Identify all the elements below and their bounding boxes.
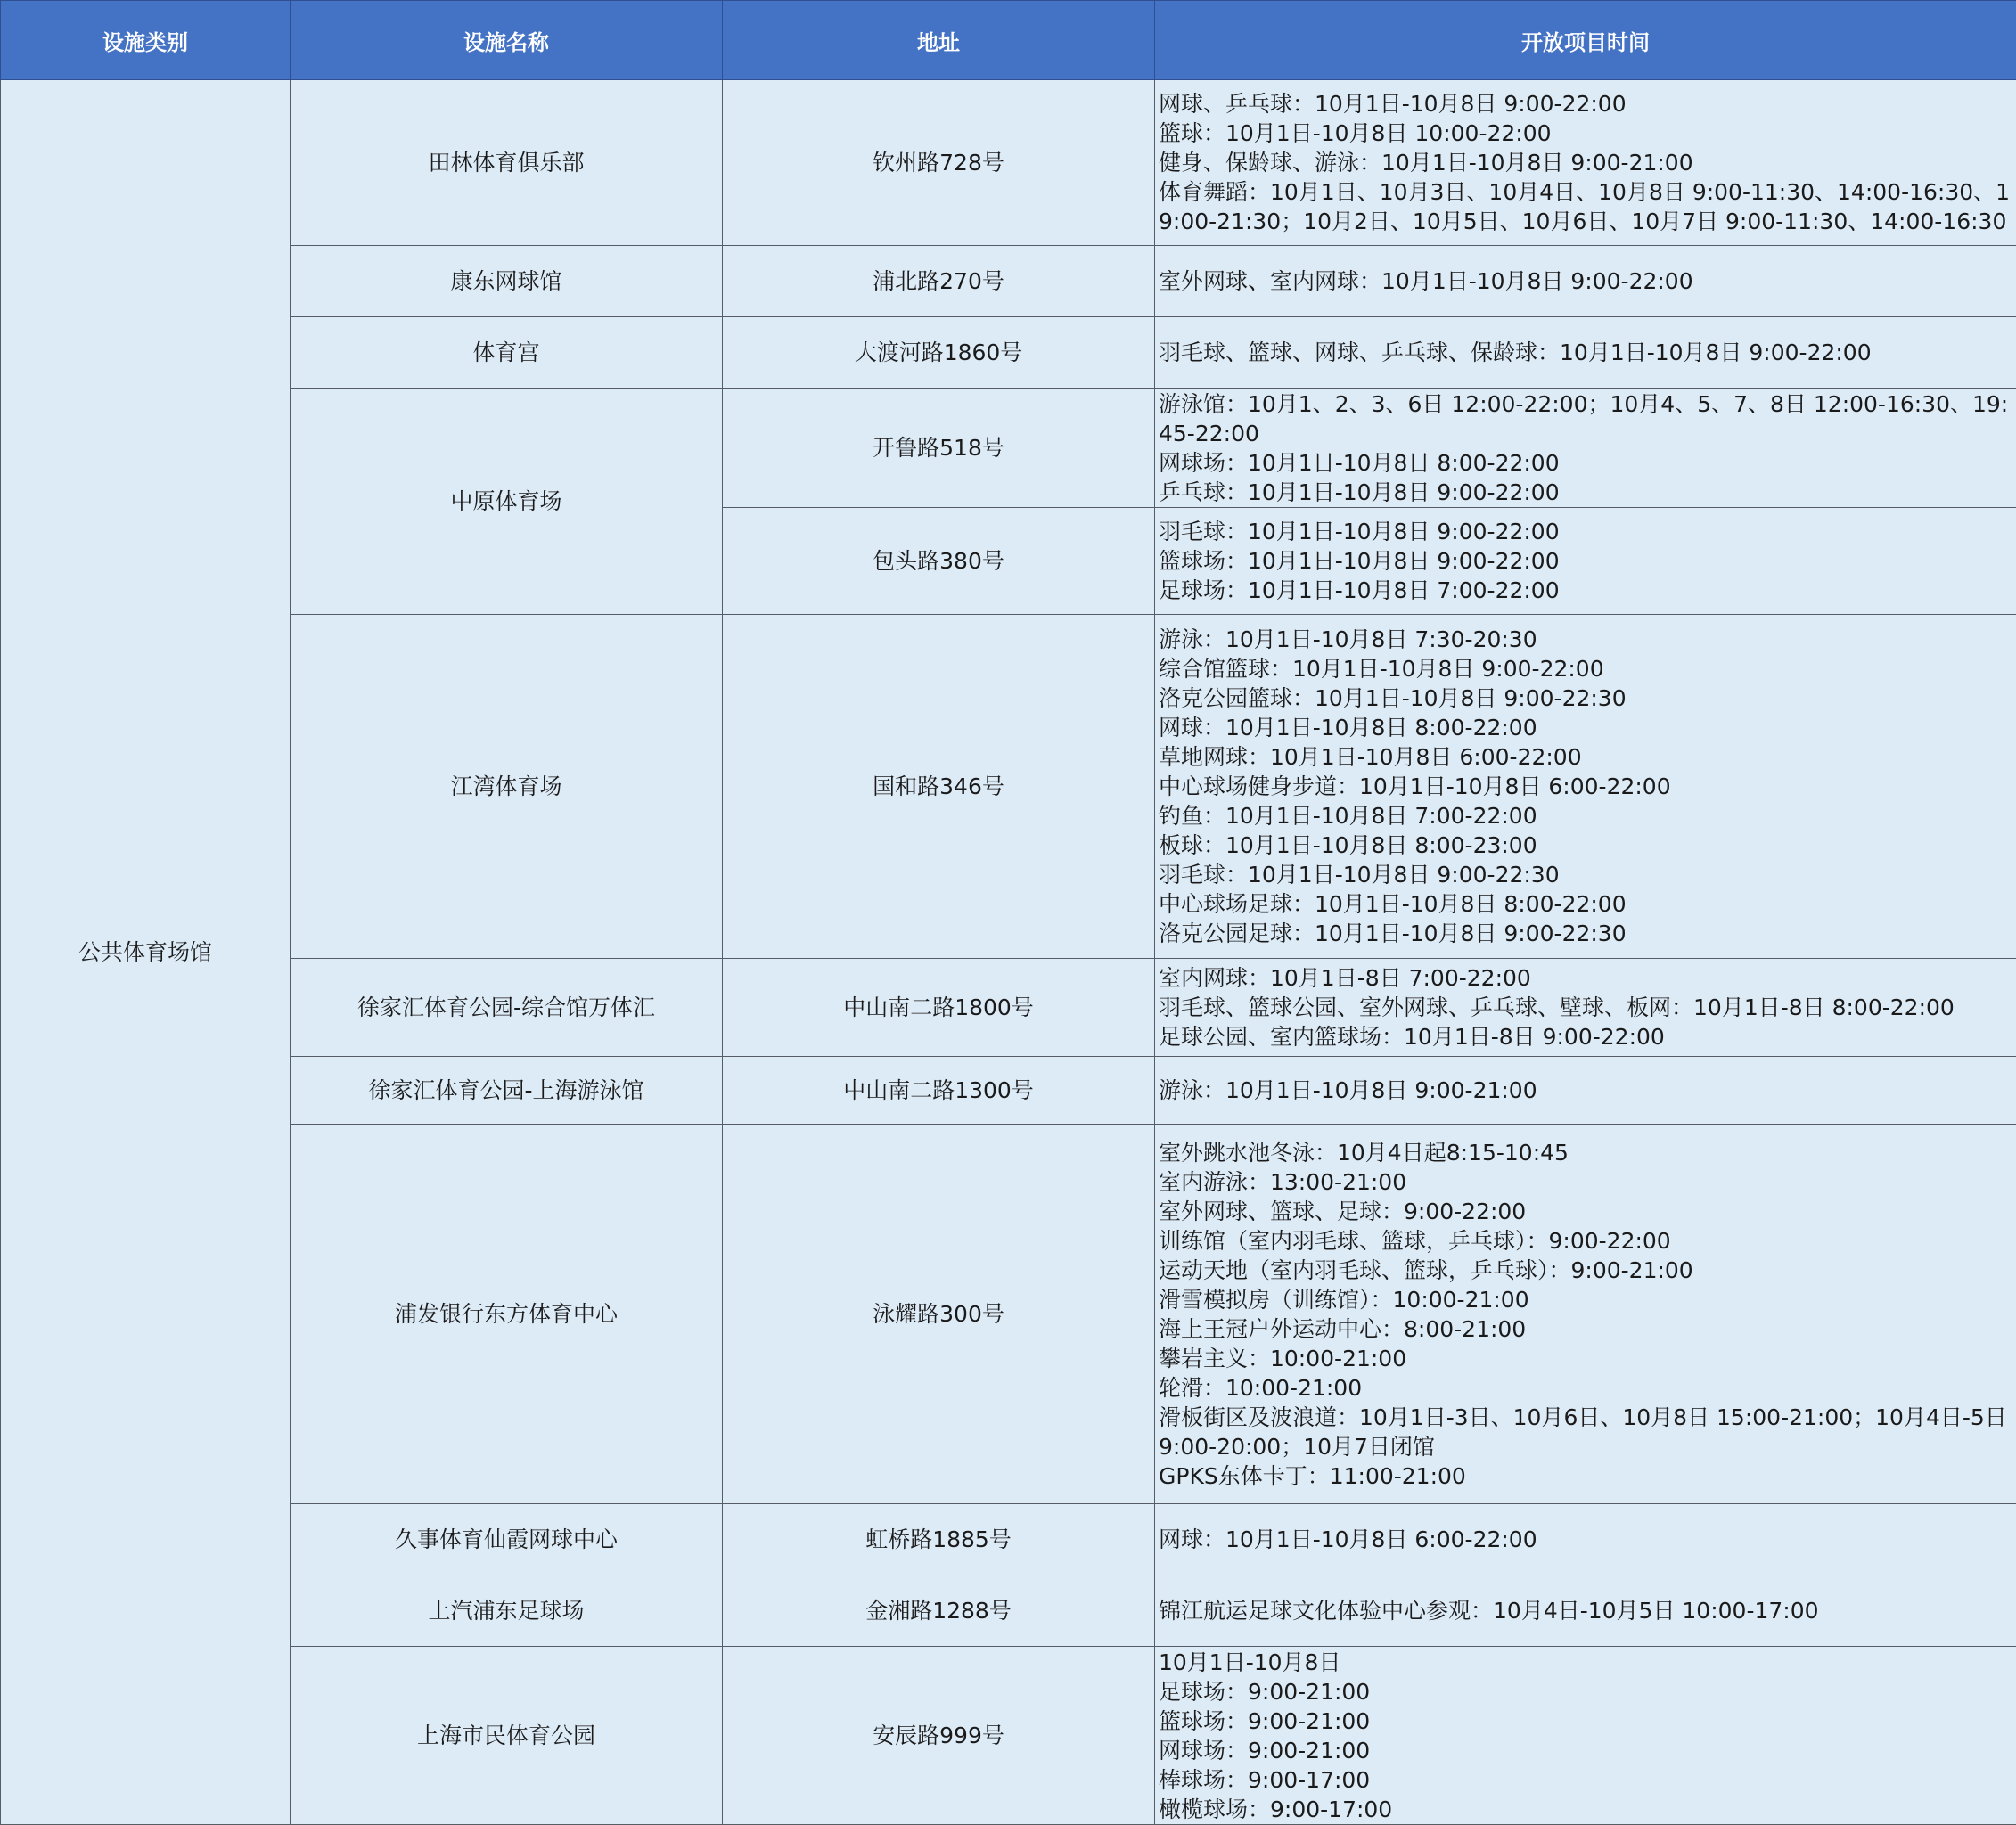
- venue-hours: [1155, 317, 2016, 389]
- hours-line: 羽毛球：10月1日-10月8日 9:00-22:00: [1159, 519, 1560, 544]
- hours-line: GPKS东体卡丁：11:00-21:00: [1159, 1462, 1466, 1489]
- hours-line: 室外网球、室内网球：10月1日-10月8日 9:00-22:00: [1159, 268, 1693, 294]
- venue-hours: [1155, 1575, 2016, 1647]
- hours-line: 滑雪模拟房（训练馆）：10:00-21:00: [1159, 1286, 1529, 1313]
- venue-address: 开鲁路518号: [723, 389, 1155, 508]
- header-category: 设施类别: [1, 1, 291, 80]
- hours-line: 足球公园、室内篮球场：10月1日-8日 9:00-22:00: [1159, 1024, 1665, 1050]
- header-row: [1, 1, 2016, 80]
- hours-line: 篮球场：9:00-21:00: [1159, 1707, 1371, 1734]
- hours-line: 棒球场：9:00-17:00: [1159, 1766, 1371, 1793]
- venue-name: 康东网球馆: [291, 246, 723, 317]
- hours-line: 轮滑：10:00-21:00: [1159, 1374, 1363, 1401]
- hours-line: 攀岩主义：10:00-21:00: [1159, 1345, 1407, 1371]
- category-cell: 公共体育场馆: [1, 80, 291, 1825]
- venue-hours: [1155, 615, 2016, 959]
- hours-line: 游泳馆：10月1、2、3、6日 12:00-22:00；10月4、5、7、8日 12:00-16:30、19:45-22:00: [1159, 390, 2009, 446]
- hours-line: 运动天地（室内羽毛球、篮球，乒乓球）：9:00-21:00: [1159, 1256, 1693, 1283]
- venue-address: 钦州路728号: [723, 80, 1155, 246]
- hours-line: 板球：10月1日-10月8日 8:00-23:00: [1159, 832, 1537, 858]
- table-row: [1, 80, 2016, 246]
- table-row: [1, 615, 2016, 959]
- hours-line: 篮球：10月1日-10月8日 10:00-22:00: [1159, 120, 1552, 146]
- hours-line: 网球场：9:00-21:00: [1159, 1737, 1371, 1764]
- table-row: [1, 1057, 2016, 1125]
- venue-hours: [1155, 1057, 2016, 1125]
- venue-hours: [1155, 80, 2016, 246]
- venue-address: 大渡河路1860号: [723, 317, 1155, 389]
- hours-line: 10月1日-10月8日: [1159, 1649, 1341, 1675]
- hours-line: 羽毛球：10月1日-10月8日 9:00-22:30: [1159, 862, 1560, 888]
- hours-line: 训练馆（室内羽毛球、篮球，乒乓球）：9:00-22:00: [1159, 1227, 1671, 1254]
- hours-line: 洛克公园足球：10月1日-10月8日 9:00-22:30: [1159, 921, 1627, 946]
- venue-name: 浦发银行东方体育中心: [291, 1125, 723, 1504]
- hours-line: 滑板街区及波浪道：10月1日-3日、10月6日、10月8日 15:00-21:00；10月4日-5日 9:00-20:00；10月7日闭馆: [1159, 1404, 2007, 1460]
- venue-address: 中山南二路1800号: [723, 959, 1155, 1057]
- hours-line: 网球：10月1日-10月8日 8:00-22:00: [1159, 715, 1537, 741]
- venue-name: 上海市民体育公园: [291, 1647, 723, 1825]
- venue-address: 金湘路1288号: [723, 1575, 1155, 1647]
- hours-line: 游泳：10月1日-10月8日 7:30-20:30: [1159, 626, 1537, 652]
- hours-line: 橄榄球场：9:00-17:00: [1159, 1796, 1393, 1822]
- hours-line: 室内网球：10月1日-8日 7:00-22:00: [1159, 965, 1531, 991]
- hours-line: 钓鱼：10月1日-10月8日 7:00-22:00: [1159, 803, 1537, 829]
- venue-address: 包头路380号: [723, 508, 1155, 615]
- hours-line: 室外跳水池冬泳：10月4日起8:15-10:45: [1159, 1139, 1569, 1166]
- venue-hours: [1155, 1647, 2016, 1825]
- venue-address: 泳耀路300号: [723, 1125, 1155, 1504]
- venue-name: 体育宫: [291, 317, 723, 389]
- venue-address: 中山南二路1300号: [723, 1057, 1155, 1125]
- table-row: [1, 1647, 2016, 1825]
- venue-name: 上汽浦东足球场: [291, 1575, 723, 1647]
- header-address: 地址: [723, 1, 1155, 80]
- table-row: [1, 959, 2016, 1057]
- hours-line: 中心球场健身步道：10月1日-10月8日 6:00-22:00: [1159, 773, 1671, 799]
- hours-line: 室外网球、篮球、足球：9:00-22:00: [1159, 1198, 1527, 1224]
- hours-line: 洛克公园篮球：10月1日-10月8日 9:00-22:30: [1159, 685, 1627, 711]
- venue-hours: [1155, 1125, 2016, 1504]
- hours-line: 网球场：10月1日-10月8日 8:00-22:00: [1159, 449, 1560, 476]
- venue-name: 中原体育场: [291, 389, 723, 615]
- hours-line: 锦江航运足球文化体验中心参观：10月4日-10月5日 10:00-17:00: [1159, 1598, 1819, 1624]
- hours-line: 草地网球：10月1日-10月8日 6:00-22:00: [1159, 744, 1582, 770]
- venue-name: 徐家汇体育公园-综合馆万体汇: [291, 959, 723, 1057]
- header-venue-name: 设施名称: [291, 1, 723, 80]
- hours-line: 综合馆篮球：10月1日-10月8日 9:00-22:00: [1159, 656, 1604, 682]
- hours-line: 篮球场：10月1日-10月8日 9:00-22:00: [1159, 548, 1560, 574]
- hours-line: 健身、保龄球、游泳：10月1日-10月8日 9:00-21:00: [1159, 150, 1693, 176]
- venue-address: 安辰路999号: [723, 1647, 1155, 1825]
- table-row: [1, 1125, 2016, 1504]
- hours-line: 乒乓球：10月1日-10月8日 9:00-22:00: [1159, 479, 1560, 505]
- venue-hours: [1155, 1504, 2016, 1575]
- hours-line: 足球场：10月1日-10月8日 7:00-22:00: [1159, 577, 1560, 603]
- venue-address: 浦北路270号: [723, 246, 1155, 317]
- venue-address: 虹桥路1885号: [723, 1504, 1155, 1575]
- venue-name: 江湾体育场: [291, 615, 723, 959]
- hours-line: 体育舞蹈：10月1日、10月3日、10月4日、10月8日 9:00-11:30、14:00-16:30、19:00-21:30；10月2日、10月5日、10月6日、10月7日 9:00-11:30、14:00-16:30: [1159, 179, 2011, 234]
- hours-line: 游泳：10月1日-10月8日 9:00-21:00: [1159, 1077, 1537, 1103]
- hours-line: 网球：10月1日-10月8日 6:00-22:00: [1159, 1526, 1537, 1552]
- hours-line: 网球、乒乓球：10月1日-10月8日 9:00-22:00: [1159, 91, 1627, 117]
- venue-hours: [1155, 389, 2016, 508]
- venue-hours: [1155, 959, 2016, 1057]
- venue-hours: [1155, 246, 2016, 317]
- venue-address: 国和路346号: [723, 615, 1155, 959]
- hours-line: 中心球场足球：10月1日-10月8日 8:00-22:00: [1159, 891, 1627, 917]
- hours-line: 羽毛球、篮球、网球、乒乓球、保龄球：10月1日-10月8日 9:00-22:00: [1159, 340, 1872, 365]
- hours-line: 室内游泳：13:00-21:00: [1159, 1168, 1407, 1195]
- table-row: [1, 389, 2016, 508]
- venue-name: 田林体育俱乐部: [291, 80, 723, 246]
- venue-name: 久事体育仙霞网球中心: [291, 1504, 723, 1575]
- hours-line: 羽毛球、篮球公园、室外网球、乒乓球、壁球、板网：10月1日-8日 8:00-22:00: [1159, 994, 1955, 1020]
- table-row: [1, 1504, 2016, 1575]
- table-row: [1, 246, 2016, 317]
- table-row: [1, 317, 2016, 389]
- table-row: [1, 1575, 2016, 1647]
- venue-hours: [1155, 508, 2016, 615]
- hours-line: 足球场：9:00-21:00: [1159, 1678, 1371, 1705]
- venue-name: 徐家汇体育公园-上海游泳馆: [291, 1057, 723, 1125]
- hours-line: 海上王冠户外运动中心：8:00-21:00: [1159, 1315, 1527, 1342]
- header-hours: 开放项目时间: [1155, 1, 2016, 80]
